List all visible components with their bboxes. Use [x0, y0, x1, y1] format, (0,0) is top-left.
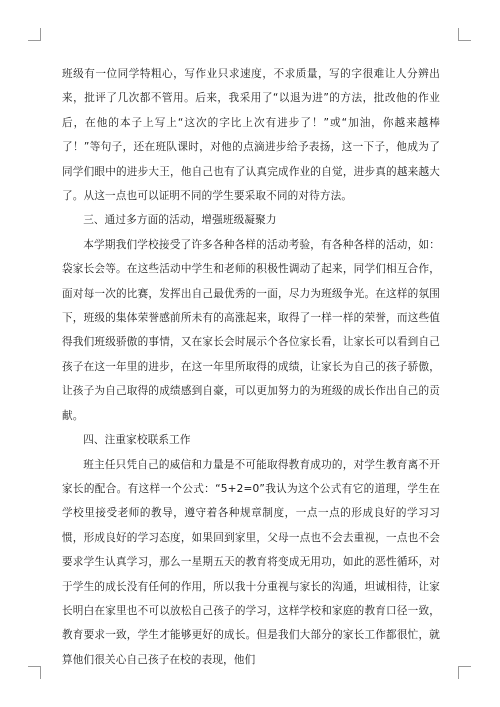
- crop-mark-bottom-left: [28, 666, 41, 679]
- crop-mark-top-left: [28, 28, 41, 41]
- section-heading-4: 四、注重家校联系工作: [83, 434, 191, 447]
- crop-mark-bottom-right: [458, 666, 471, 679]
- paragraph-activities: 本学期我们学校接受了许多各种各样的活动考验，有各种各样的活动，如：袋家长会等。在这些活动中学生和老师的积极性调动了起来，同学们相互合作，面对每一次的比赛，发挥出自己最优秀的一面，尽力为班级争光。在这样的氛围下，班级的集体荣誉感前所未有的高涨起来，取得了一样一样的荣誉，而这些值得我们班级骄傲的事情，又在家长会时展示个各位家长看，让家长可以看到自己孩子在这一年里的进步，在这一年里所取得的成绩，让家长为自己的孩子骄傲，让孩子为自己取得的成绩感到自豪，可以更加努力的为班级的成长作出自己的贡献。: [62, 238, 440, 422]
- paragraph-homework-example: 班级有一位同学特粗心，写作业只求速度，不求质量，写的字很难让人分辨出来，批评了几次都不管用。后来，我采用了“以退为进”的方法，批改他的作业后，在他的本子上写上“这次的字比上次有进步了！”或“加油，你越来越棒了！”等句子，还在班队课时，对他的点滴进步给予表扬，这一下子，他成为了同学们眼中的进步大王，他自己也有了认真完成作业的自觉，进步真的越来越大了。从这一点也可以证明不同的学生要采取不同的对待方法。: [62, 68, 440, 203]
- section-heading-3: 三、通过多方面的活动，增强班级凝聚力: [83, 214, 277, 227]
- crop-mark-top-right: [458, 28, 471, 41]
- paragraph-home-school: 班主任只凭自己的威信和力量是不可能取得教育成功的，对学生教育离不开家长的配合。有这样一个公式：“5+2=0”我认为这个公式有它的道理，学生在学校里接受老师的教导，遵守着各种规章制度，一点一点的形成良好的学习习惯，形成良好的学习态度，如果回到家里，父母一点也不会去重视，一点也不会要求学生认真学习，那么一星期五天的教育将变成无用功，如此的恶性循环，对于学生的成长没有任何的作用，所以我十分重视与家长的沟通，坦诚相待，让家长明白在家里也不可以放松自己孩子的学习，这样学校和家庭的教育口径一致，教育要求一致，学生才能够更好的成长。但是我们大部分的家长工作都很忙，就算他们很关心自己孩子在校的表现，他们: [62, 458, 440, 666]
- document-body: [62, 62, 440, 672]
